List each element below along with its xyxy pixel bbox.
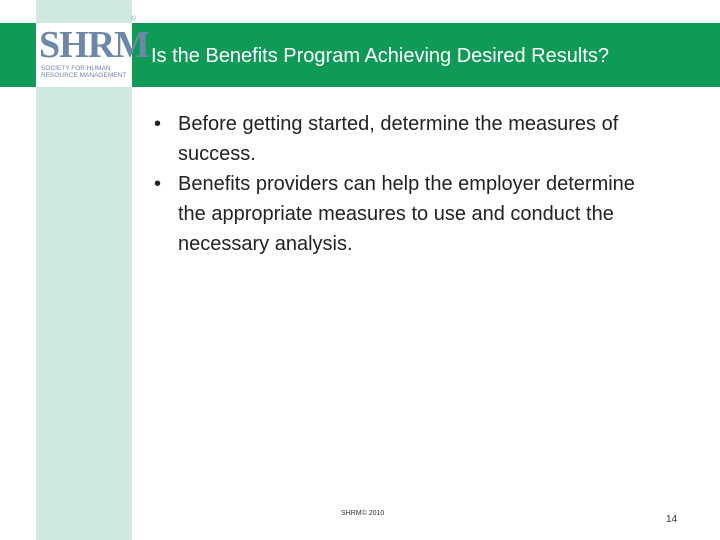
bullet-list	[150, 109, 650, 259]
logo-tagline: SOCIETY FOR HUMAN RESOURCE MANAGEMENT	[41, 65, 127, 79]
bullet-text: Benefits providers can help the employer determine the appropriate measures to use and conduct the necessary analysis.	[178, 173, 635, 255]
bullet-glyph: •	[154, 173, 162, 195]
bullet-item	[150, 169, 650, 259]
page-number: 14	[666, 514, 678, 525]
bullet-glyph: •	[154, 113, 162, 135]
registered-mark: ®	[131, 16, 137, 23]
bullet-item	[150, 109, 650, 169]
shrm-logo	[36, 23, 149, 87]
slide-title: Is the Benefits Program Achieving Desired Results?	[151, 45, 609, 67]
bullet-text: Before getting started, determine the measures of success.	[178, 113, 619, 165]
copyright-notice: SHRM© 2010	[341, 510, 385, 517]
logo-wordmark: SHRM	[39, 24, 149, 66]
